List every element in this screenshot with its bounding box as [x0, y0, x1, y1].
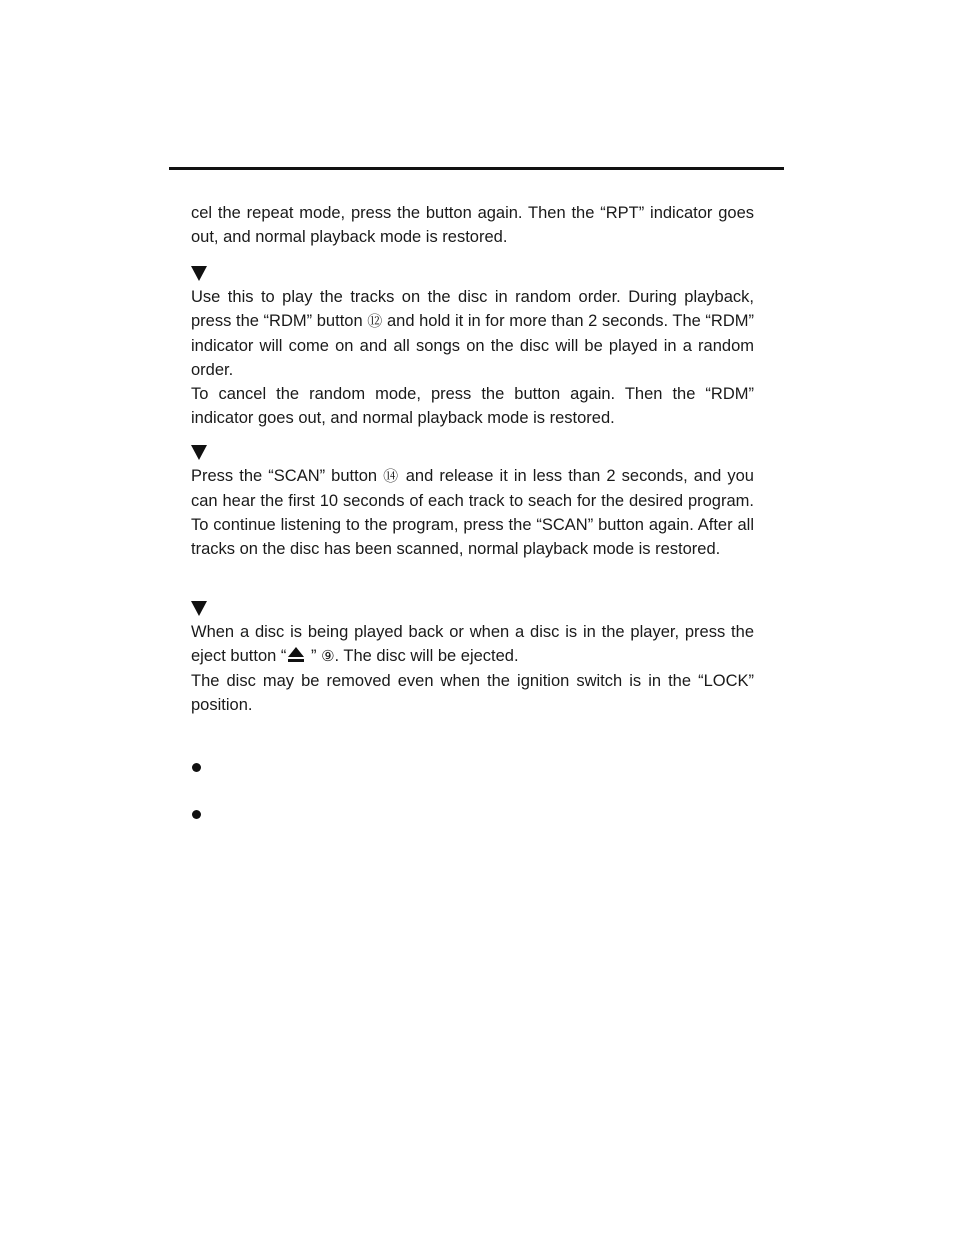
random-section: [191, 285, 754, 430]
eject-paragraph-1: When a disc is being played back or when a disc is in the player, press the eject button “ ” ⑨. The disc will be ejected.: [191, 623, 754, 665]
section-marker-triangle-icon: [191, 601, 207, 616]
bullet-icon: [192, 763, 201, 772]
section-marker-triangle-icon: [191, 266, 207, 281]
bullet-icon: [192, 810, 201, 819]
button-number-12: ⑫: [367, 313, 383, 330]
eject-icon: [288, 647, 304, 662]
repeat-text: cel the repeat mode, press the button again. Then the “RPT” indicator goes out, and normal playback mode is restored.: [191, 204, 754, 246]
eject-section: [191, 620, 754, 717]
random-paragraph-2: To cancel the random mode, press the button again. Then the “RDM” indicator goes out, and normal playback mode is restored.: [191, 385, 754, 427]
button-number-9: ⑨: [321, 648, 335, 665]
scan-section: [191, 464, 754, 561]
scan-paragraph-1: Press the “SCAN” button ⑭ and release it in less than 2 seconds, and you can hear the first 10 seconds of each track to seach for the desired program. To continue listening to the program, press the “SCAN” button again. After all tracks on the disc has been scanned, normal playback mode is restored.: [191, 467, 754, 558]
repeat-continued-text: [191, 201, 754, 249]
header-rule: [169, 167, 784, 170]
section-marker-triangle-icon: [191, 445, 207, 460]
random-paragraph-1: Use this to play the tracks on the disc in random order. During playback, press the “RDM” button ⑫ and hold it in for more than 2 seconds. The “RDM” indicator will come on and all songs on the disc will be played in a random order.: [191, 288, 754, 379]
eject-paragraph-2: The disc may be removed even when the ignition switch is in the “LOCK” position.: [191, 672, 754, 714]
button-number-14: ⑭: [383, 468, 400, 485]
